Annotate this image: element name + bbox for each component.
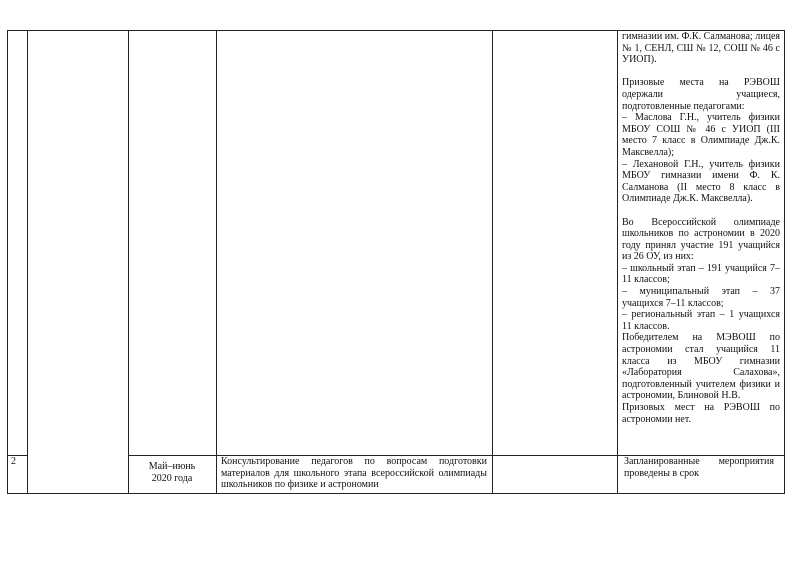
table-border	[492, 30, 493, 494]
results-paragraph: – Маслова Г.Н., учитель физики МБОУ СОШ № 46 с УИОП (III место 7 класс в Олимпиаде Дж.К. Максвелла);	[622, 112, 780, 158]
results-paragraph: – Лехановой Г.Н., учитель физики МБОУ гимназии имени Ф. К. Салманова (II место 8 класс в Олимпиаде Дж.К. Максвелла).	[622, 158, 780, 205]
results-paragraph: Призовые места на РЭВОШ одержали учащиеся, подготовленные педагогами:	[622, 77, 780, 112]
results-paragraph: гимназии им. Ф.К. Салманова; лицея № 1, СЕНЛ, СШ № 12, СОШ № 46 с УИОП).	[622, 31, 780, 66]
results-paragraph: – региональный этап – 1 учащихся 11 классов.	[622, 309, 780, 332]
table-border	[128, 30, 129, 494]
table-border	[27, 30, 28, 494]
row1-results-cell	[622, 31, 780, 425]
row2-activity: Консультирование педагогов по вопросам подготовки материалов для школьного этапа всероссийской олимпиады школьников по физике и астрономии	[221, 456, 487, 491]
row2-result: Запланированные мероприятия проведены в срок	[624, 456, 774, 479]
results-paragraph: – школьный этап – 191 учащийся 7–11 классов;	[622, 262, 780, 286]
table-border	[216, 30, 217, 494]
table-border	[7, 30, 8, 494]
row2-date: Май–июнь 2020 года	[148, 461, 196, 484]
results-paragraph: Во Всероссийской олимпиаде школьников по астрономии в 2020 году принял участие 191 учащийся из 26 ОУ, из них:	[622, 216, 780, 263]
row2-number: 2	[11, 456, 16, 467]
table-border	[784, 30, 785, 494]
results-paragraph: Победителем на МЭВОШ по астрономии стал учащийся 11 класса из МБОУ гимназии «Лаборатория Салахова», подготовленный учителем физики и астрономии, Блиновой Н.В.	[622, 332, 780, 402]
table-border	[617, 30, 618, 494]
results-paragraph: Призовых мест на РЭВОШ по астрономии нет.	[622, 402, 780, 425]
results-paragraph: – муниципальный этап – 37 учащихся 7–11 классов;	[622, 286, 780, 309]
table-border	[7, 493, 785, 494]
